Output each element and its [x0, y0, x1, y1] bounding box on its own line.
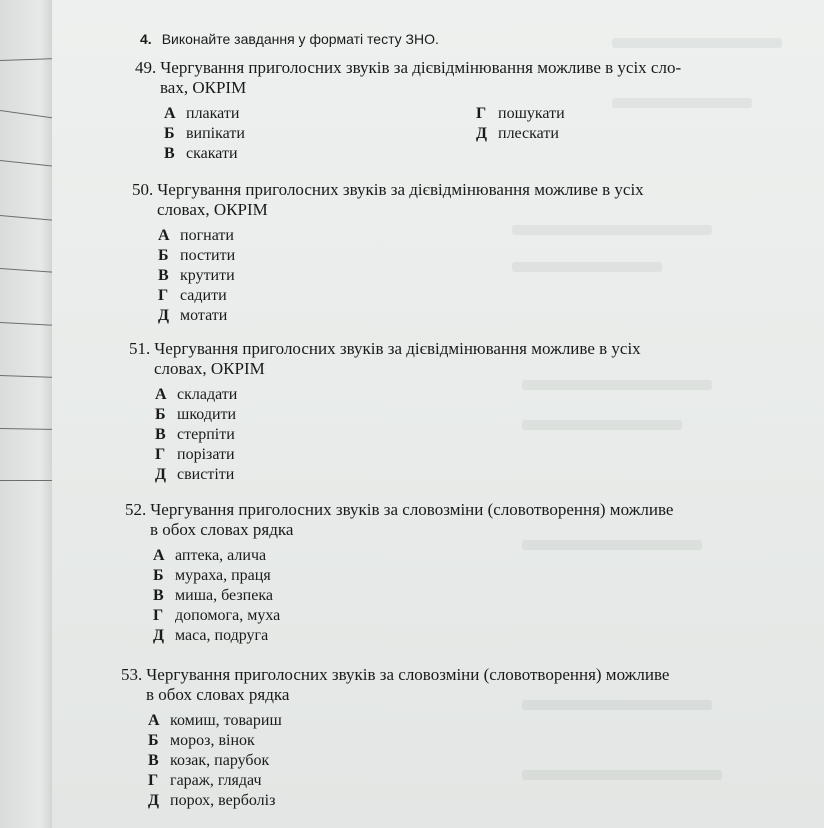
answer-option: Б постити: [158, 247, 236, 264]
answer-option: Б шкодити: [155, 406, 237, 423]
notebook-rule: [0, 480, 58, 481]
answer-option: Д плескати: [476, 125, 559, 142]
question-49: [135, 58, 775, 166]
question-number: 50.: [132, 180, 154, 199]
answer-option: Д маса, подруга: [153, 627, 269, 644]
answer-option: В миша, безпека: [153, 587, 273, 604]
notebook-rule: [0, 322, 58, 327]
answer-option: Д свистіти: [155, 466, 235, 483]
answer-option: А погнати: [158, 227, 234, 244]
question-line: вах, ОКРІМ: [160, 78, 247, 97]
question-51: [129, 339, 769, 485]
notebook-rule: [0, 215, 58, 222]
answer-option: Г садити: [158, 287, 227, 304]
question-text: [121, 665, 781, 705]
answer-option: А аптека, алича: [153, 547, 267, 564]
question-text: [129, 339, 769, 379]
answer-option: Д мотати: [158, 307, 228, 324]
question-line: словах, ОКРІМ: [157, 200, 268, 219]
question-52: [125, 500, 775, 646]
question-line: в обох словах рядка: [150, 520, 294, 539]
question-number: 51.: [129, 339, 151, 358]
question-text: [132, 180, 772, 220]
adjacent-notebook-page: [0, 0, 58, 828]
notebook-rule: [0, 268, 58, 274]
answer-option: В козак, парубок: [148, 752, 270, 769]
answer-option: Г пошукати: [476, 105, 565, 122]
question-line: Чергування приголосних звуків за дієвідмінювання можливе в усіх: [157, 180, 644, 199]
task-number: 4.: [140, 31, 152, 47]
answer-option: В крутити: [158, 267, 235, 284]
task-instruction: Виконайте завдання у форматі тесту ЗНО.: [161, 31, 439, 47]
answer-option: Г порізати: [155, 446, 235, 463]
question-number: 49.: [135, 58, 157, 77]
question-line: Чергування приголосних звуків за дієвідмінювання можливе в усіх сло-: [160, 58, 682, 77]
answer-options: [153, 546, 775, 646]
answer-options: [148, 711, 781, 811]
answer-options: [155, 385, 769, 485]
answer-option: В скакати: [164, 145, 238, 162]
notebook-rule: [0, 375, 58, 378]
question-53: [121, 665, 781, 811]
textbook-page: [52, 0, 824, 828]
answer-option: В стерпіти: [155, 426, 235, 443]
answer-option: Г гараж, глядач: [148, 772, 262, 789]
answer-option: Д порох, верболіз: [148, 792, 276, 809]
notebook-rule: [0, 428, 58, 430]
answer-option: А комиш, товариш: [148, 712, 282, 729]
notebook-rule: [0, 110, 58, 121]
question-line: Чергування приголосних звуків за словозміни (словотворення) можливе: [146, 665, 670, 684]
task-header: [140, 31, 439, 47]
bleed-through: [612, 38, 782, 48]
question-50: [132, 180, 772, 326]
question-line: Чергування приголосних звуків за словозміни (словотворення) можливе: [150, 500, 674, 519]
answer-option: Б мороз, вінок: [148, 732, 255, 749]
question-line: Чергування приголосних звуків за дієвідмінювання можливе в усіх: [154, 339, 641, 358]
answer-options: [158, 226, 772, 326]
notebook-rule: [0, 58, 58, 61]
answer-option: А складати: [155, 386, 238, 403]
question-text: [135, 58, 775, 98]
question-line: в обох словах рядка: [146, 685, 290, 704]
question-line: словах, ОКРІМ: [154, 359, 265, 378]
question-number: 52.: [125, 500, 147, 519]
answer-option: Г допомога, муха: [153, 607, 281, 624]
answer-options: [164, 104, 775, 166]
notebook-rule: [0, 160, 58, 168]
question-text: [125, 500, 775, 540]
answer-option: Б мураха, праця: [153, 567, 271, 584]
answer-option: Б випікати: [164, 125, 245, 142]
question-number: 53.: [121, 665, 143, 684]
answer-option: А плакати: [164, 105, 240, 122]
